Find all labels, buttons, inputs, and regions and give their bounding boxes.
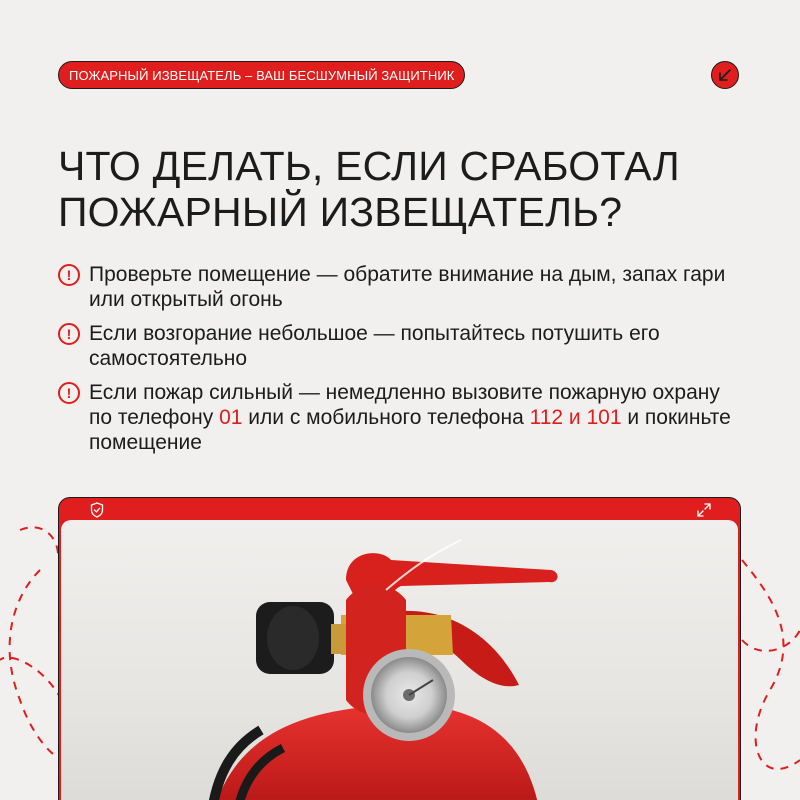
page-title [58, 143, 748, 235]
list-item-text-part: и покиньте помещение [89, 406, 731, 454]
warning-icon: ! [58, 382, 80, 404]
list-item-text: Проверьте помещение — обратите внимание на дым, запах гари или открытый огонь [89, 263, 726, 311]
warning-icon: ! [58, 323, 80, 345]
header-pill-text: ПОЖАРНЫЙ ИЗВЕЩАТЕЛЬ – ВАШ БЕСШУМНЫЙ ЗАЩИТНИК [69, 67, 455, 83]
list-item [58, 321, 748, 371]
phone-number-mobile: 112 и 101 [529, 406, 622, 429]
instruction-list [58, 262, 748, 464]
list-item-text [89, 380, 748, 455]
header-pill [58, 61, 465, 89]
warning-icon: ! [58, 264, 80, 286]
list-item [58, 380, 748, 455]
title-line-1: ЧТО ДЕЛАТЬ, ЕСЛИ СРАБОТАЛ [58, 143, 680, 189]
arrow-down-left-icon[interactable] [711, 61, 739, 89]
title-line-2: ПОЖАРНЫЙ ИЗВЕЩАТЕЛЬ? [58, 189, 623, 235]
list-item [58, 262, 748, 312]
photo-card [58, 497, 741, 800]
list-item-text-part: или с мобильного телефона [242, 406, 530, 429]
list-item-text: Если возгорание небольшое — попытайтесь потушить его самостоятельно [89, 322, 660, 370]
fire-extinguisher-photo [61, 520, 738, 800]
phone-number-fire: 01 [219, 406, 243, 429]
list-item-text-part: Если пожар сильный — немедленно вызовите пожарную охрану по телефону [89, 381, 720, 429]
